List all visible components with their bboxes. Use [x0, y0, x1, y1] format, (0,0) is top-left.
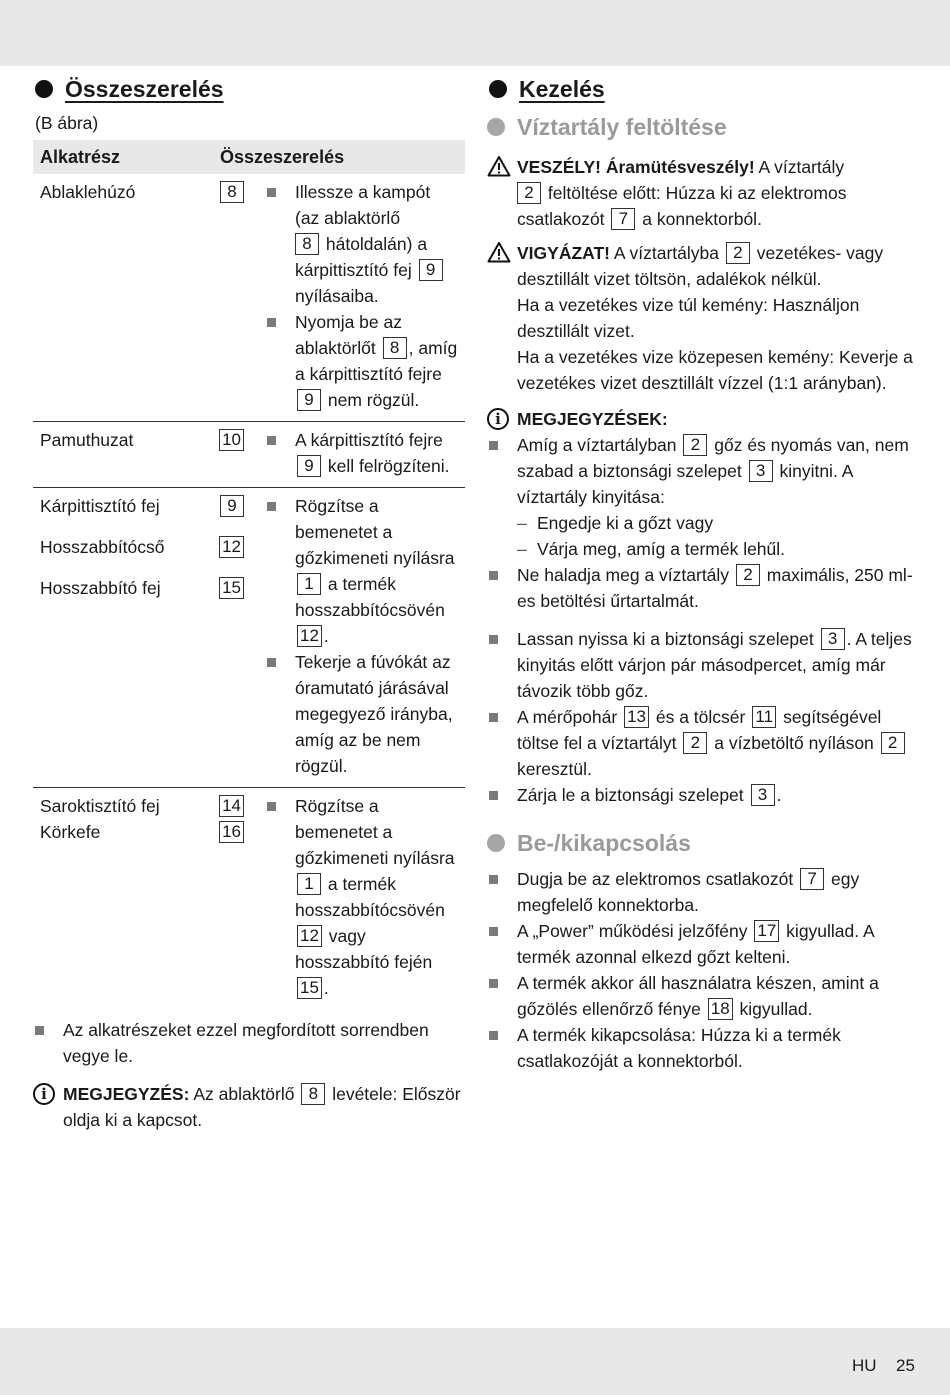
- list-item: Tekerje a fúvókát az óramutató járásával megegyező irányba, amíg az be nem rögzül.: [265, 649, 458, 779]
- dash-item: – Várja meg, amíg a termék lehűl.: [517, 539, 786, 559]
- table-row: [33, 488, 465, 788]
- list-item: Az alkatrészeket ezzel megfordított sorrendben vegye le.: [33, 1017, 473, 1069]
- list-item: A termék kikapcsolása: Húzza ki a termék csatlakozóját a konnektorból.: [487, 1022, 922, 1074]
- caution-paragraph: Ha a vezetékes vize túl kemény: Használjon desztillált vizet.: [517, 295, 860, 341]
- list-item: Zárja le a biztonsági szelepet 3 .: [487, 782, 922, 808]
- bullet-square-icon: [267, 802, 276, 811]
- right-column: [487, 74, 922, 1074]
- part-number: 10: [219, 429, 244, 451]
- list-item: Rögzítse a bemenetet a gőzkimeneti nyílásra 1 a termék hosszabbítócsövén 12 .: [265, 493, 458, 649]
- part-number: 9: [220, 495, 244, 517]
- part-name: Kárpittisztító fej: [40, 496, 160, 516]
- bullet-square-icon: [267, 318, 276, 327]
- bullet-square-icon: [489, 791, 498, 800]
- bullet-square-icon: [489, 875, 498, 884]
- part-name: Saroktisztító fej: [40, 796, 160, 816]
- part-name: Pamuthuzat: [40, 430, 134, 450]
- section-heading-text: Kezelés: [519, 76, 605, 102]
- assembly-table: [33, 140, 465, 1009]
- warning-triangle-icon: [487, 155, 511, 177]
- list-item: Nyomja be az ablaktörlőt 8 , amíg a kárpittisztító fejre 9 nem rögzül.: [265, 309, 458, 413]
- bullet-square-icon: [35, 1026, 44, 1035]
- footer-bar: [0, 1328, 950, 1395]
- list-item: A termék akkor áll használatra készen, amint a gőzölés ellenőrző fénye 18 kigyullad.: [487, 970, 922, 1022]
- list-item: A mérőpohár 13 és a tölcsér 11 segítségével töltse fel a víztartályt 2 a vízbetöltő nyíláson 2 keresztül.: [487, 704, 922, 782]
- part-name: Körkefe: [40, 822, 101, 842]
- bullet-square-icon: [267, 658, 276, 667]
- list-item: A „Power” működési jelzőfény 17 kigyullad. A termék azonnal elkezd gőzt kelteni.: [487, 918, 922, 970]
- notes-block: i MEGJEGYZÉSEK:: [487, 406, 922, 432]
- bullet-dot-icon: [489, 80, 507, 98]
- section-heading-assembly: [33, 74, 473, 104]
- bullet-square-icon: [489, 927, 498, 936]
- table-row: [33, 174, 465, 422]
- info-icon: i: [33, 1083, 55, 1105]
- part-number: 12: [219, 536, 244, 558]
- part-name: Ablaklehúzó: [40, 182, 136, 202]
- table-header-assembly: Összeszerelés: [213, 140, 465, 174]
- bullet-dot-icon: [35, 80, 53, 98]
- section-heading-text: Összeszerelés: [65, 76, 224, 102]
- bullet-square-icon: [489, 571, 498, 580]
- part-number: 15: [219, 577, 244, 599]
- subheading-text: Be-/kikapcsolás: [517, 830, 691, 856]
- bullet-square-icon: [489, 979, 498, 988]
- top-header-bar: [0, 0, 950, 66]
- caution-paragraph: Ha a vezetékes vize közepesen kemény: Keverje a vezetékes vizet desztillált vízzel (1:1 arányban).: [517, 347, 913, 393]
- section-heading-operation: [487, 74, 922, 104]
- bullet-dot-icon: [487, 118, 505, 136]
- list-item: Amíg a víztartályban 2 gőz és nyomás van, nem szabad a biztonsági szelepet 3 kinyitni. A víztartály kinyitása: – Engedje ki a gőzt vagy – Várja meg, amíg a termék lehűl.: [487, 432, 922, 562]
- part-number: 16: [219, 821, 244, 843]
- warning-danger: VESZÉLY! Áramütésveszély! A víztartály 2 feltöltése előtt: Húzza ki az elektromos csatlakozót 7 a konnektorból.: [487, 154, 922, 232]
- subheading-fill-tank: [487, 112, 922, 142]
- list-item: Lassan nyissa ki a biztonsági szelepet 3 . A teljes kinyitás előtt várjon pár másodpercet, amíg már távozik több gőz.: [487, 626, 922, 704]
- table-row: [33, 422, 465, 488]
- note-block: i MEGJEGYZÉS: Az ablaktörlő 8 levétele: Először oldja ki a kapcsot.: [33, 1081, 473, 1133]
- figure-reference: (B ábra): [35, 113, 99, 133]
- part-number: 14: [219, 795, 244, 817]
- part-name: Hosszabbító fej: [40, 578, 161, 598]
- list-item: A kárpittisztító fejre 9 kell felrögzíteni.: [265, 427, 458, 479]
- part-name: Hosszabbítócső: [40, 537, 165, 557]
- dash-item: – Engedje ki a gőzt vagy: [517, 513, 714, 533]
- table-header-part: Alkatrész: [33, 140, 213, 174]
- info-icon: i: [487, 408, 509, 430]
- list-item: Rögzítse a bemenetet a gőzkimeneti nyílásra 1 a termék hosszabbítócsövén 12 vagy hosszabbító fején 15 .: [265, 793, 458, 1001]
- left-column: [33, 74, 473, 1133]
- footer-language: HU: [852, 1356, 877, 1375]
- bullet-square-icon: [489, 713, 498, 722]
- bullet-square-icon: [489, 441, 498, 450]
- page-number: 25: [896, 1356, 915, 1375]
- bullet-dot-icon: [487, 834, 505, 852]
- subheading-on-off: [487, 828, 922, 858]
- bullet-square-icon: [267, 502, 276, 511]
- bullet-square-icon: [489, 635, 498, 644]
- list-item: Dugja be az elektromos csatlakozót 7 egy megfelelő konnektorba.: [487, 866, 922, 918]
- warning-triangle-icon: [487, 241, 511, 263]
- warning-caution: VIGYÁZAT! A víztartályba 2 vezetékes- vagy desztillált vizet töltsön, adalékok nélkül. Ha a vezetékes vize túl kemény: Használjon desztillált vizet. Ha a vezetékes vize közepesen kemény: Keverje a vezetékes vizet desztillált vízzel (1:1 arányban).: [487, 240, 922, 396]
- subheading-text: Víztartály feltöltése: [517, 114, 727, 140]
- bullet-square-icon: [489, 1031, 498, 1040]
- list-item: Ne haladja meg a víztartály 2 maximális, 250 ml-es betöltési űrtartalmát.: [487, 562, 922, 614]
- bullet-square-icon: [267, 188, 276, 197]
- bullet-square-icon: [267, 436, 276, 445]
- part-number: 8: [220, 181, 244, 203]
- table-row: [33, 788, 465, 1010]
- list-item: Illessze a kampót (az ablaktörlő 8 hátoldalán) a kárpittisztító fej 9 nyílásaiba.: [265, 179, 458, 309]
